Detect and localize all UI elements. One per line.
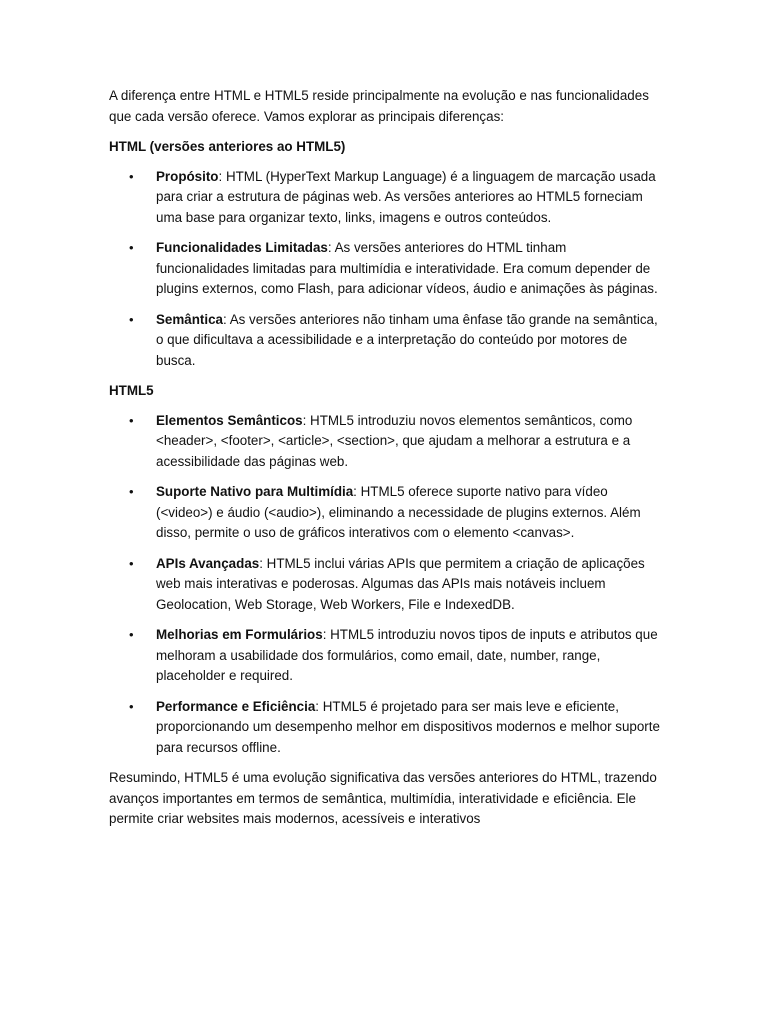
item-text: : As versões anteriores do HTML tinham funcionalidades limitadas para multimídia e interatividade. Era comum depender de plugins externos, como Flash, para adicionar vídeos, áudio e animações às páginas. [156, 240, 658, 296]
item-text: : HTML5 introduziu novos elementos semânticos, como <header>, <footer>, <article>, <section>, que ajudam a melhorar a estrutura e a acessibilidade das páginas web. [156, 412, 633, 469]
item-text: : As versões anteriores não tinham uma ênfase tão grande na semântica, o que dificultava a acessibilidade e a interpretação do conteúdo por motores de busca. [156, 311, 658, 368]
list-item [109, 238, 661, 300]
item-text: : HTML5 inclui várias APIs que permitem a criação de aplicações web mais interativas e poderosas. Algumas das APIs mais notáveis incluem Geolocation, Web Storage, Web Workers, File e IndexedDB. [156, 555, 645, 612]
item-text: : HTML5 oferece suporte nativo para vídeo (<video>) e áudio (<audio>), eliminando a necessidade de plugins externos. Além disso, permite o uso de gráficos interativos com o elemento <canvas>. [156, 484, 641, 540]
bullet-icon: • [129, 484, 134, 499]
item-term: Funcionalidades Limitadas [156, 240, 328, 255]
list-item [109, 554, 661, 616]
list-item [109, 697, 661, 759]
item-term: Propósito [156, 168, 219, 184]
document-body [109, 86, 661, 840]
item-term: Elementos Semânticos [156, 412, 303, 428]
list-item [109, 625, 661, 687]
html-features-list [109, 167, 661, 372]
html5-features-list [109, 411, 661, 759]
item-term: Melhorias em Formulários [156, 627, 323, 642]
item-term: Suporte Nativo para Multimídia [156, 484, 354, 499]
item-text: : HTML5 introduziu novos tipos de inputs e atributos que melhoram a usabilidade dos formulários, como email, date, number, range, placeholder e required. [156, 627, 658, 683]
list-item [109, 310, 661, 372]
bullet-icon: • [129, 240, 134, 255]
section-heading-html: HTML (versões anteriores ao HTML5) [109, 139, 346, 154]
item-text: : HTML5 é projetado para ser mais leve e eficiente, proporcionando um desempenho melhor em dispositivos modernos e melhor suporte para recursos offline. [156, 698, 660, 755]
item-term: Performance e Eficiência [156, 698, 316, 714]
item-term: Semântica [156, 311, 223, 327]
list-item [109, 482, 661, 544]
conclusion-paragraph: Resumindo, HTML5 é uma evolução significativa das versões anteriores do HTML, trazendo avanços importantes em termos de semântica, multimídia, interatividade e eficiência. Ele permite criar websites mais modernos, acessíveis e interativos [109, 770, 657, 826]
bullet-icon: • [129, 627, 134, 642]
intro-paragraph: A diferença entre HTML e HTML5 reside principalmente na evolução e nas funcionalidades que cada versão oferece. Vamos explorar as principais diferenças: [109, 88, 649, 124]
list-item [109, 411, 661, 473]
list-item [109, 167, 661, 229]
bullet-icon: • [129, 412, 134, 428]
bullet-icon: • [129, 168, 134, 184]
item-term: APIs Avançadas [156, 555, 260, 571]
bullet-icon: • [129, 311, 134, 327]
section-heading-html5: HTML5 [109, 383, 154, 398]
item-text: : HTML (HyperText Markup Language) é a linguagem de marcação usada para criar a estrutura de páginas web. As versões anteriores ao HTML5 forneciam uma base para organizar texto, links, imagens e outros conteúdos. [156, 168, 656, 225]
bullet-icon: • [129, 555, 134, 571]
bullet-icon: • [129, 698, 134, 714]
